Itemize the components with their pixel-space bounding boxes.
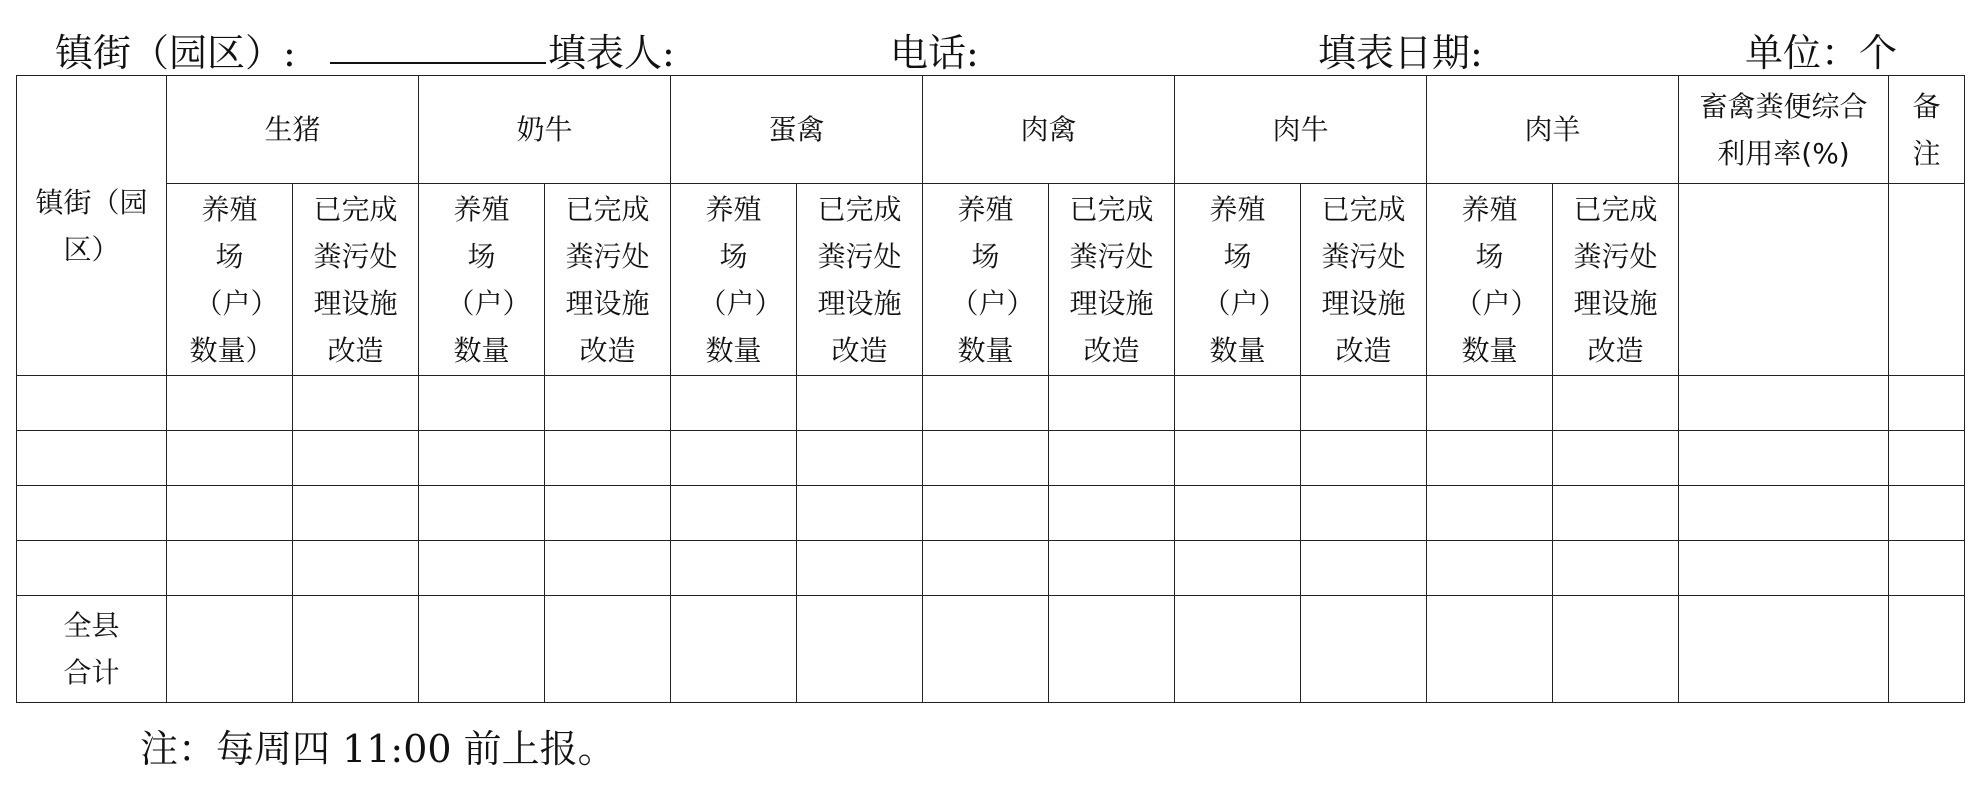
blank-entry-cell[interactable] <box>1679 541 1889 596</box>
filler-label: 填表人: <box>548 31 675 75</box>
blank-entry-cell[interactable] <box>1301 376 1427 431</box>
blank-entry-cell[interactable] <box>1889 541 1965 596</box>
sub-header-facility-upgrade: 已完成粪污处理设施改造 <box>545 184 671 376</box>
blank-entry-cell[interactable] <box>1175 541 1301 596</box>
blank-entry-cell[interactable] <box>1049 431 1175 486</box>
blank-entry-cell[interactable] <box>167 431 293 486</box>
table-row <box>17 431 1965 486</box>
blank-entry-cell[interactable] <box>1175 376 1301 431</box>
group-header-dairy-cow: 奶牛 <box>419 76 671 184</box>
sub-header-farm-count: 养殖场（户）数量） <box>167 184 293 376</box>
form-header <box>0 14 1979 74</box>
blank-entry-cell[interactable] <box>545 431 671 486</box>
blank-entry-cell[interactable] <box>1679 376 1889 431</box>
total-cell[interactable] <box>167 596 293 703</box>
total-cell[interactable] <box>1049 596 1175 703</box>
table-row <box>17 376 1965 431</box>
remark-header: 备注 <box>1889 76 1965 184</box>
blank-entry-cell[interactable] <box>293 541 419 596</box>
blank-entry-cell[interactable] <box>797 541 923 596</box>
sub-header-row <box>17 184 1965 376</box>
blank-data-rows <box>17 376 1965 596</box>
total-cell[interactable] <box>545 596 671 703</box>
blank-entry-cell[interactable] <box>797 486 923 541</box>
total-cell[interactable] <box>1427 596 1553 703</box>
sub-header-facility-upgrade: 已完成粪污处理设施改造 <box>797 184 923 376</box>
sub-header-farm-count: 养殖场（户）数量 <box>419 184 545 376</box>
total-cell[interactable] <box>1301 596 1427 703</box>
phone-label: 电话: <box>890 31 979 75</box>
blank-entry-cell[interactable] <box>419 486 545 541</box>
blank-entry-cell[interactable] <box>1427 486 1553 541</box>
blank-entry-cell[interactable] <box>1679 486 1889 541</box>
blank-entry-cell[interactable] <box>797 431 923 486</box>
blank-entry-cell[interactable] <box>167 486 293 541</box>
blank-entry-cell[interactable] <box>545 541 671 596</box>
total-cell[interactable] <box>419 596 545 703</box>
total-cell[interactable] <box>671 596 797 703</box>
blank-entry-cell[interactable] <box>1889 376 1965 431</box>
total-cell[interactable] <box>1679 596 1889 703</box>
total-cell[interactable] <box>1889 596 1965 703</box>
total-cell[interactable] <box>293 596 419 703</box>
blank-entry-cell[interactable] <box>167 376 293 431</box>
group-header-broiler-poultry: 肉禽 <box>923 76 1175 184</box>
blank-entry-cell[interactable] <box>1049 541 1175 596</box>
total-cell[interactable] <box>1175 596 1301 703</box>
blank-entry-cell[interactable] <box>419 541 545 596</box>
blank-entry-cell[interactable] <box>671 376 797 431</box>
blank-entry-cell[interactable] <box>293 376 419 431</box>
blank-entry-cell[interactable] <box>1553 376 1679 431</box>
blank-entry-cell[interactable] <box>545 486 671 541</box>
date-label: 填表日期: <box>1318 31 1483 75</box>
sub-header-farm-count: 养殖场（户）数量 <box>671 184 797 376</box>
blank-entry-cell[interactable] <box>1301 541 1427 596</box>
blank-entry-cell[interactable] <box>1427 541 1553 596</box>
blank-entry-cell[interactable] <box>1175 431 1301 486</box>
sub-header-facility-upgrade: 已完成粪污处理设施改造 <box>1301 184 1427 376</box>
blank-entry-cell[interactable] <box>1301 486 1427 541</box>
blank-entry-cell[interactable] <box>1175 486 1301 541</box>
blank-entry-cell[interactable] <box>293 486 419 541</box>
blank-entry-cell[interactable] <box>1889 431 1965 486</box>
blank-entry-cell[interactable] <box>1553 541 1679 596</box>
blank-entry-cell[interactable] <box>797 376 923 431</box>
remark-blank-cell <box>1889 184 1965 376</box>
blank-entry-cell[interactable] <box>1889 486 1965 541</box>
total-cell[interactable] <box>923 596 1049 703</box>
total-row <box>17 596 1965 703</box>
sub-header-farm-count: 养殖场（户）数量 <box>923 184 1049 376</box>
sub-header-farm-count: 养殖场（户）数量 <box>1175 184 1301 376</box>
blank-entry-cell[interactable] <box>17 376 167 431</box>
blank-entry-cell[interactable] <box>545 376 671 431</box>
blank-entry-cell[interactable] <box>17 431 167 486</box>
livestock-report-table <box>16 75 1965 703</box>
blank-entry-cell[interactable] <box>1679 431 1889 486</box>
group-header-row <box>17 76 1965 184</box>
group-header-beef-cattle: 肉牛 <box>1175 76 1427 184</box>
blank-entry-cell[interactable] <box>1427 431 1553 486</box>
blank-entry-cell[interactable] <box>671 431 797 486</box>
blank-entry-cell[interactable] <box>419 376 545 431</box>
total-cell[interactable] <box>797 596 923 703</box>
blank-entry-cell[interactable] <box>923 376 1049 431</box>
rate-blank-cell <box>1679 184 1889 376</box>
blank-entry-cell[interactable] <box>671 541 797 596</box>
town-blank-line[interactable] <box>330 62 546 64</box>
group-header-pig: 生猪 <box>167 76 419 184</box>
sub-header-facility-upgrade: 已完成粪污处理设施改造 <box>1553 184 1679 376</box>
blank-entry-cell[interactable] <box>923 431 1049 486</box>
blank-entry-cell[interactable] <box>17 541 167 596</box>
blank-entry-cell[interactable] <box>1553 431 1679 486</box>
blank-entry-cell[interactable] <box>923 541 1049 596</box>
blank-entry-cell[interactable] <box>1049 486 1175 541</box>
footer-note: 注：每周四 11:00 前上报。 <box>140 727 616 771</box>
sub-header-farm-count: 养殖场（户）数量 <box>1427 184 1553 376</box>
blank-entry-cell[interactable] <box>1301 431 1427 486</box>
sub-header-facility-upgrade: 已完成粪污处理设施改造 <box>293 184 419 376</box>
blank-entry-cell[interactable] <box>923 486 1049 541</box>
group-header-mutton-sheep: 肉羊 <box>1427 76 1679 184</box>
unit-label: 单位：个 <box>1745 31 1898 75</box>
blank-entry-cell[interactable] <box>419 431 545 486</box>
table-row <box>17 486 1965 541</box>
blank-entry-cell[interactable] <box>671 486 797 541</box>
town-label: 镇街（园区）: <box>55 31 296 75</box>
sub-header-facility-upgrade: 已完成粪污处理设施改造 <box>1049 184 1175 376</box>
table-row <box>17 541 1965 596</box>
blank-entry-cell[interactable] <box>17 486 167 541</box>
blank-entry-cell[interactable] <box>1553 486 1679 541</box>
total-label-cell: 全县合计 <box>17 596 167 703</box>
blank-entry-cell[interactable] <box>293 431 419 486</box>
rate-header: 畜禽粪便综合利用率(%) <box>1679 76 1889 184</box>
blank-entry-cell[interactable] <box>1049 376 1175 431</box>
blank-entry-cell[interactable] <box>167 541 293 596</box>
blank-entry-cell[interactable] <box>1427 376 1553 431</box>
total-cell[interactable] <box>1553 596 1679 703</box>
group-header-layer-poultry: 蛋禽 <box>671 76 923 184</box>
town-col-header: 镇街（园区） <box>17 76 167 376</box>
